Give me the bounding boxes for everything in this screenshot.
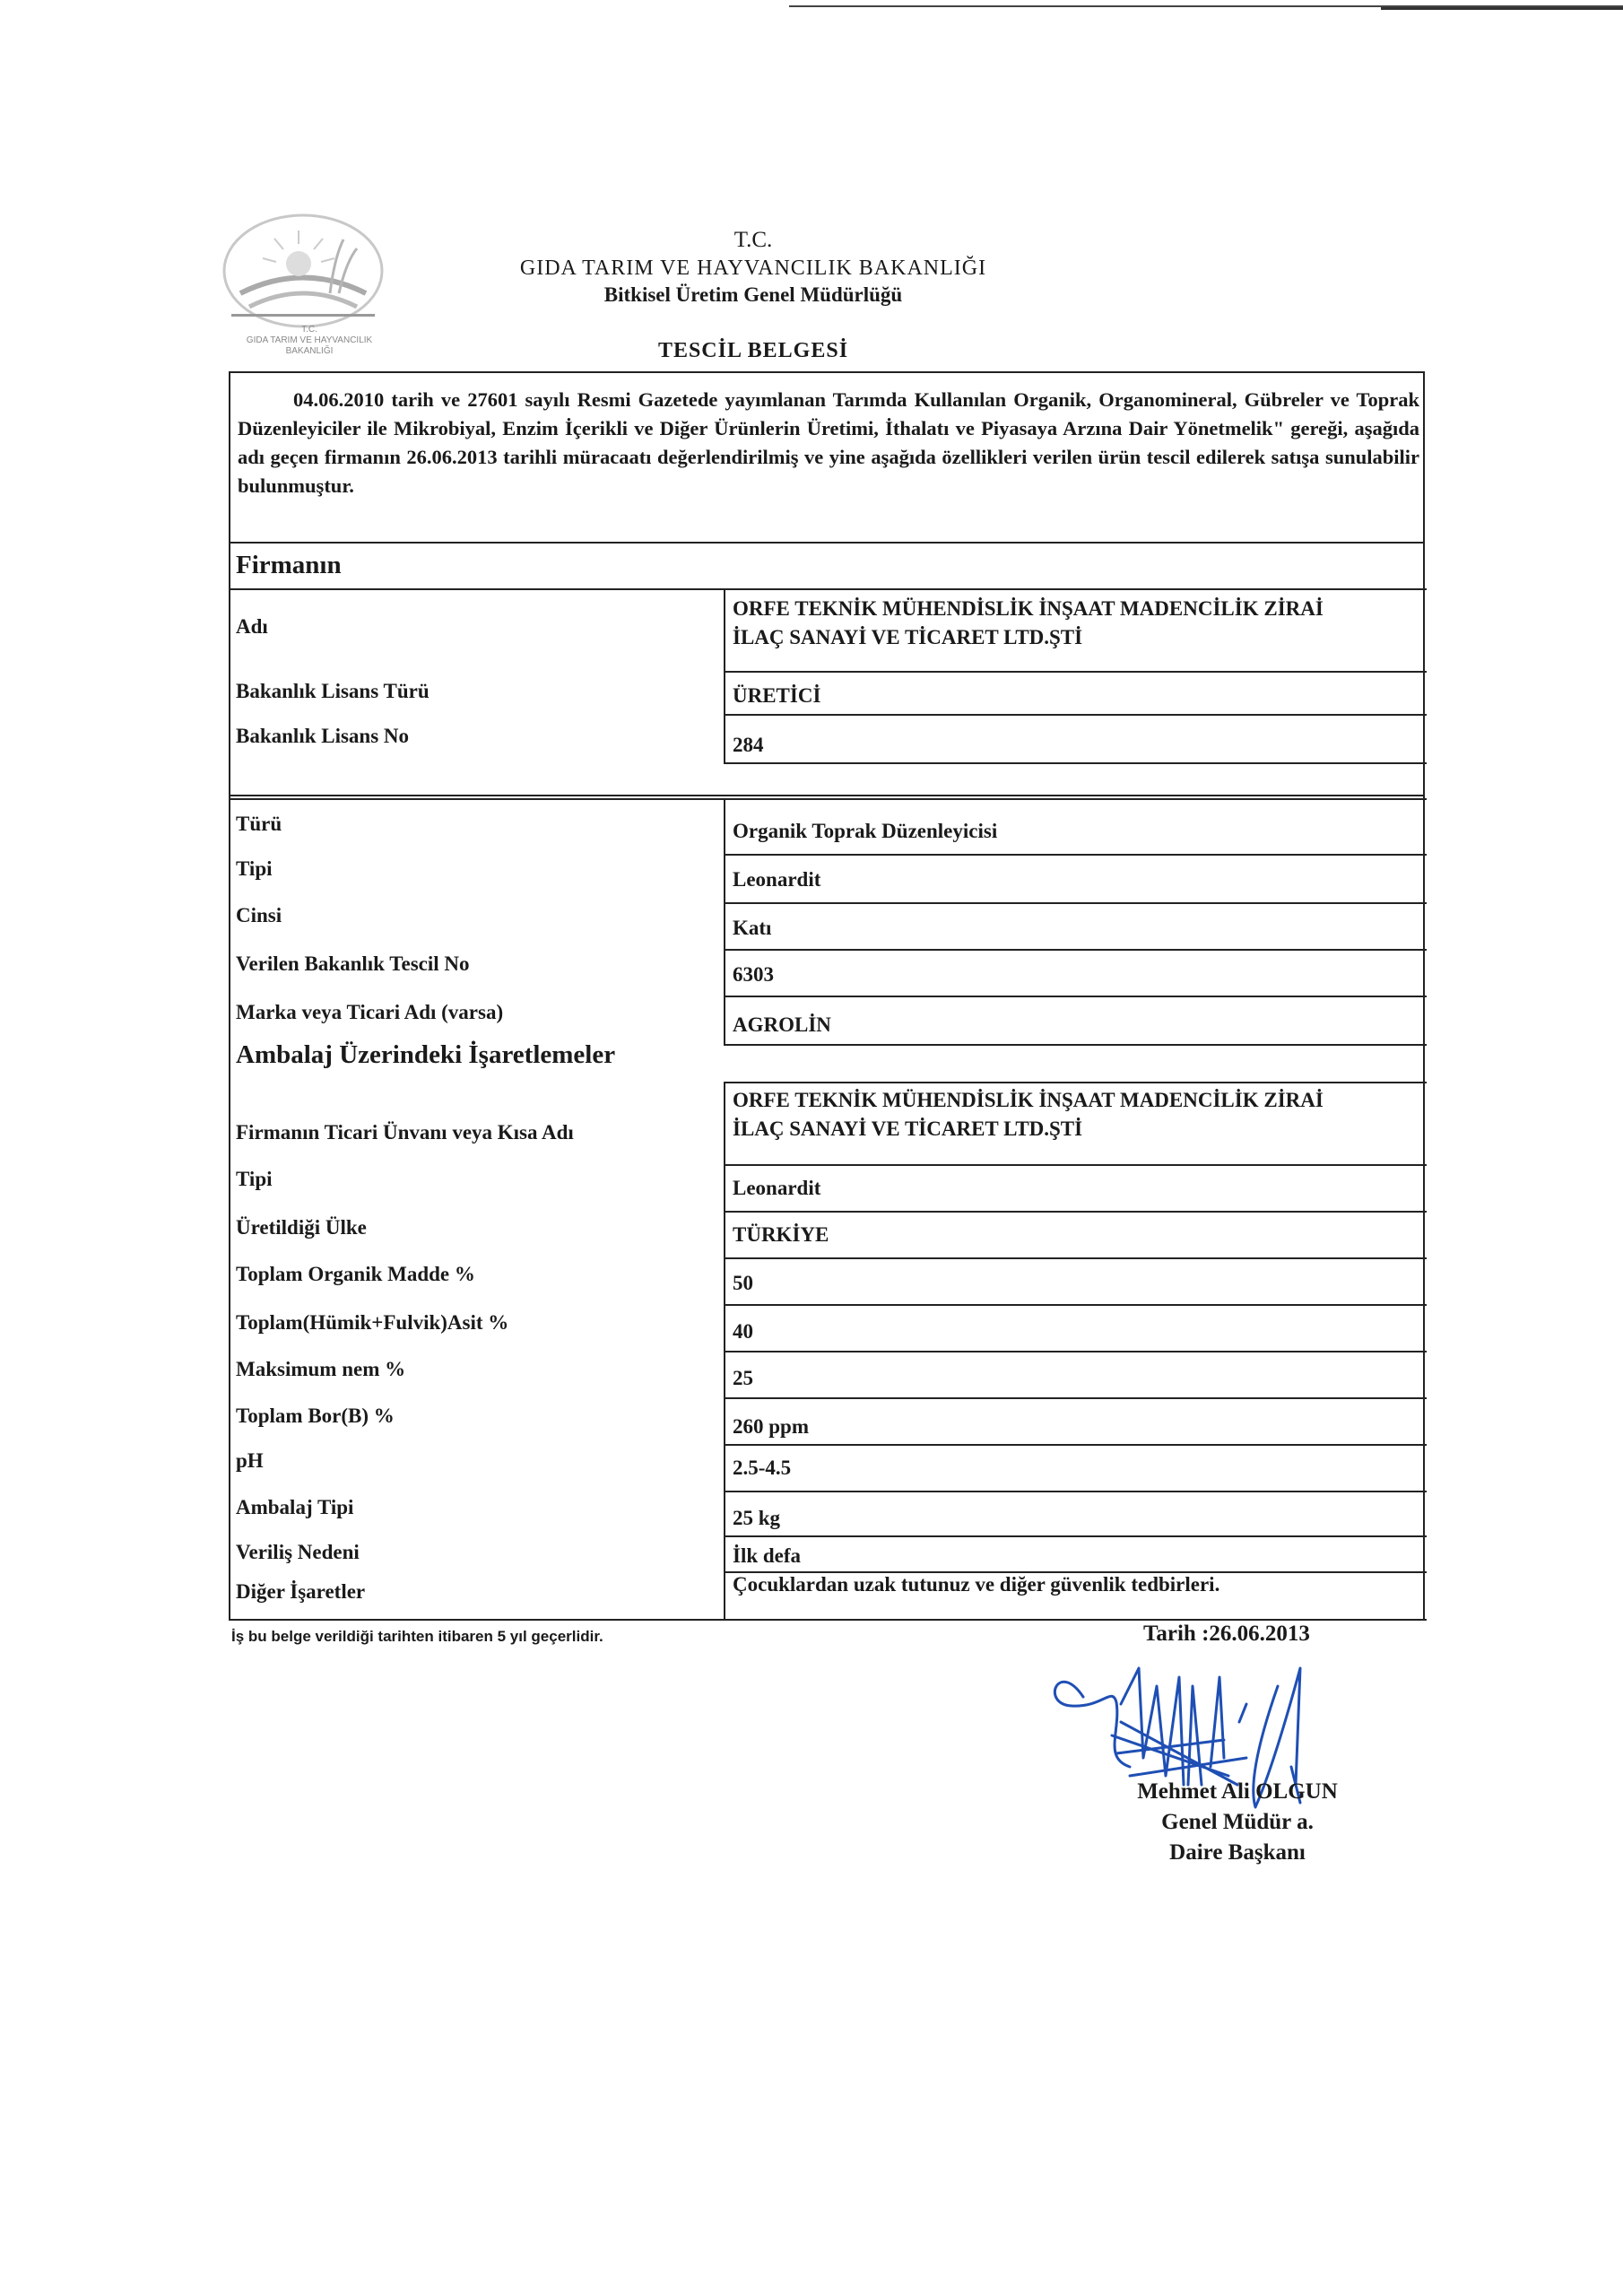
pkg-label: Maksimum nem % — [236, 1358, 406, 1380]
brand-value: AGROLİN — [733, 1013, 831, 1036]
kind-value: Katı — [733, 917, 772, 939]
pkg-value: 25 kg — [733, 1507, 781, 1529]
license-no-label: Bakanlık Lisans No — [236, 725, 410, 747]
divider — [230, 542, 1423, 544]
subtype-value: Leonardit — [733, 868, 821, 891]
signer-title-line1: Genel Müdür a. — [1161, 1810, 1314, 1834]
reg-no-value: 6303 — [733, 963, 774, 986]
firm-name-line1: ORFE TEKNİK MÜHENDİSLİK İNŞAAT MADENCİLİK ZİRAİ — [733, 597, 1324, 620]
pkg-value: 40 — [733, 1320, 753, 1343]
pkg-value: 25 — [733, 1367, 753, 1389]
issue-date: Tarih :26.06.2013 — [1143, 1622, 1310, 1646]
ministry-logo-icon — [213, 208, 393, 343]
pkg-label: Firmanın Ticari Ünvanı veya Kısa Adı — [236, 1121, 574, 1144]
divider — [230, 795, 1423, 796]
signer-title-line2: Daire Başkanı — [1169, 1840, 1306, 1865]
pkg-value: TÜRKİYE — [733, 1223, 829, 1246]
pkg-label: Toplam Bor(B) % — [236, 1405, 395, 1427]
value-box — [724, 949, 1427, 997]
logo-caption: T.C. GIDA TARIM VE HAYVANCILIK BAKANLIĞI — [246, 325, 373, 356]
reg-no-label: Verilen Bakanlık Tescil No — [236, 952, 470, 975]
value-box — [724, 854, 1427, 904]
certificate-frame — [229, 371, 1425, 1621]
value-box — [724, 1491, 1427, 1537]
pkg-value: İlk defa — [733, 1544, 802, 1567]
pkg-value: 2.5-4.5 — [733, 1457, 792, 1479]
intro-paragraph: 04.06.2010 tarih ve 27601 sayılı Resmi Gazetede yayımlanan Tarımda Kullanılan Organik, Organomineral, Gübreler ve Toprak Düzenleyiciler ile Mikrobiyal, Enzim İçerikli ve Diğer Ürünlerin Üretimi, İthalatı ve Piyasaya Arzına Dair Yönetmelik" gereği, aşağıda adı geçen firmanın 26.06.2013 tarihli müracaatı değerlendirilmiş ve yine aşağıda özellikleri verilen ürün tescil edilerek satışa sunulabilir bulunmuştur. — [238, 388, 1419, 497]
pkg-value: Çocuklardan uzak tutunuz ve diğer güvenlik tedbirleri. — [733, 1573, 1220, 1596]
type-value: Organik Toprak Düzenleyicisi — [733, 820, 998, 842]
top-edge-line-thick — [1381, 7, 1623, 10]
license-type-label: Bakanlık Lisans Türü — [236, 680, 430, 702]
pkg-label: pH — [236, 1449, 264, 1472]
value-box — [724, 1211, 1427, 1259]
value-box — [724, 1535, 1427, 1573]
pkg-value: ORFE TEKNİK MÜHENDİSLİK İNŞAAT MADENCİLİK ZİRAİ — [733, 1089, 1324, 1111]
header-directorate: Bitkisel Üretim Genel Müdürlüğü — [603, 283, 903, 306]
header-tc: T.C. — [733, 228, 773, 252]
document-title: TESCİL BELGESİ — [657, 339, 849, 362]
pkg-label: Ambalaj Tipi — [236, 1496, 354, 1518]
pkg-label: Diğer İşaretler — [236, 1580, 366, 1603]
pkg-label: Üretildiği Ülke — [236, 1216, 367, 1239]
license-type-value: ÜRETİCİ — [733, 684, 821, 707]
validity-note: İş bu belge verildiği tarihten itibaren 5 yıl geçerlidir. — [231, 1628, 603, 1645]
packaging-section-title: Ambalaj Üzerindeki İşaretlemeler — [236, 1040, 616, 1069]
value-box — [724, 1304, 1427, 1352]
license-no-value: 284 — [733, 734, 764, 756]
value-box — [724, 1397, 1427, 1446]
firm-name-line2: İLAÇ SANAYİ VE TİCARET LTD.ŞTİ — [733, 626, 1083, 648]
header-ministry: GIDA TARIM VE HAYVANCILIK BAKANLIĞI — [519, 257, 987, 280]
pkg-label: Toplam Organik Madde % — [236, 1263, 475, 1285]
pkg-label: Tipi — [236, 1168, 273, 1190]
pkg-label: Toplam(Hümik+Fulvik)Asit % — [236, 1311, 509, 1334]
type-label: Türü — [236, 813, 282, 835]
pkg-value: 260 ppm — [733, 1415, 809, 1438]
kind-label: Cinsi — [236, 904, 282, 926]
signer-name: Mehmet Ali OLGUN — [1137, 1779, 1338, 1804]
value-box — [724, 671, 1427, 716]
value-box — [724, 1351, 1427, 1399]
value-box — [724, 714, 1427, 764]
firm-name-label: Adı — [236, 615, 268, 638]
value-box — [724, 1257, 1427, 1306]
value-box — [724, 1164, 1427, 1213]
pkg-label: Veriliş Nedeni — [236, 1541, 360, 1563]
brand-label: Marka veya Ticari Adı (varsa) — [236, 1001, 504, 1023]
pkg-value: Leonardit — [733, 1177, 821, 1199]
subtype-label: Tipi — [236, 857, 273, 880]
value-box — [724, 902, 1427, 951]
value-box — [724, 1444, 1427, 1492]
pkg-value: 50 — [733, 1272, 753, 1294]
pkg-value-line2: İLAÇ SANAYİ VE TİCARET LTD.ŞTİ — [733, 1118, 1083, 1140]
firm-section-title: Firmanın — [236, 551, 342, 579]
